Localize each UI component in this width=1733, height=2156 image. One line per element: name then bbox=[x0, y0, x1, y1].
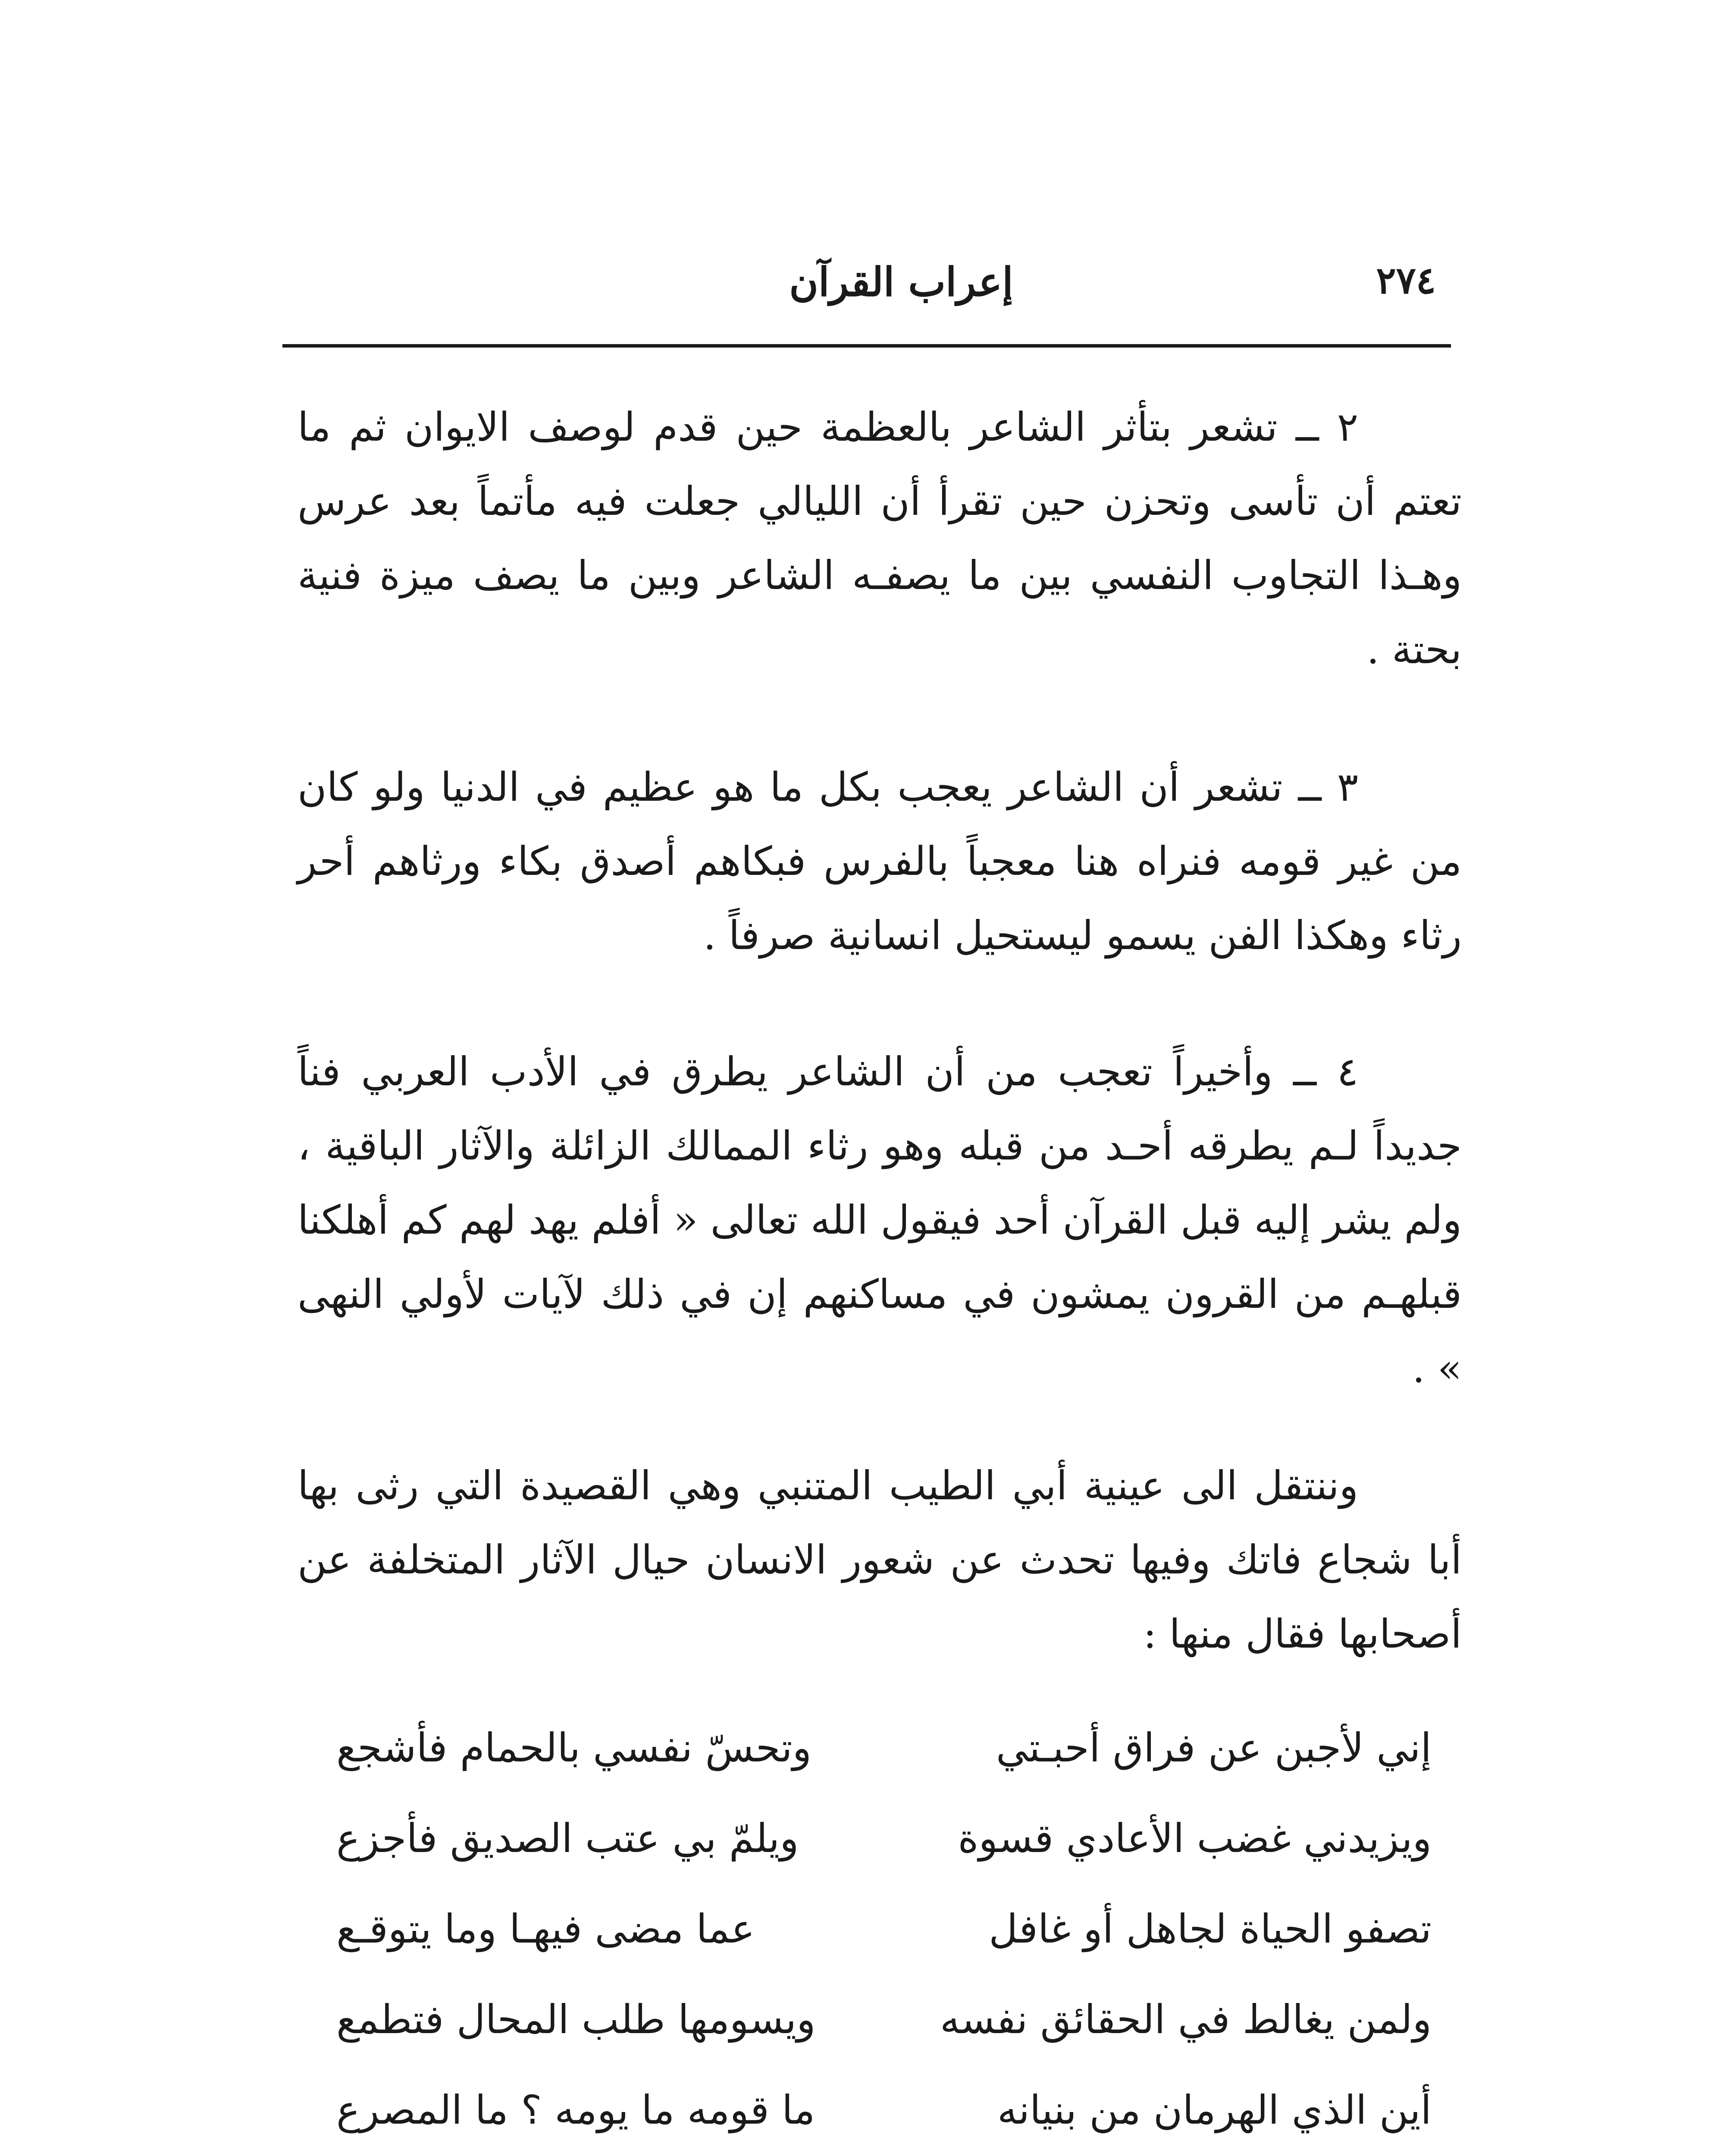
second-hemistich: وتحسّ نفسي بالحمام فأشجع bbox=[336, 1725, 812, 1771]
verse-line bbox=[328, 1996, 1440, 2087]
verse-line bbox=[328, 1815, 1440, 1906]
first-hemistich: إني لأجبن عن فراق أحبـتي bbox=[996, 1725, 1432, 1771]
verse-line bbox=[328, 1906, 1440, 1996]
paragraph-text: ٢ ــ تشعر بتأثر الشاعر بالعظمة حين قدم لوصف الايوان ثم ما تعتم أن تأسى وتحزن حين تقرأ أن الليالي جعلت فيه مأتماً بعد عرس وهـذا التجاوب النفسي بين ما يصفـه الشاعر وبين ما يصف ميزة فنية بحتة . bbox=[298, 404, 1462, 673]
paragraph-intro-poem bbox=[298, 1449, 1462, 1671]
first-hemistich: ولمن يغالط في الحقائق نفسه bbox=[940, 1996, 1432, 2043]
second-hemistich: عما مضى فيهـا وما يتوقـع bbox=[336, 1906, 755, 1952]
first-hemistich: تصفو الحياة لجاهل أو غافل bbox=[989, 1906, 1432, 1952]
header-rule bbox=[282, 344, 1451, 348]
paragraph-point-3 bbox=[298, 750, 1462, 973]
page-number: ٢٧٤ bbox=[1376, 259, 1436, 302]
paragraph-text: ٤ ــ وأخيراً تعجب من أن الشاعر يطرق في الأدب العربي فناً جديداً لـم يطرقه أحـد من قبله وهو رثاء الممالك الزائلة والآثار الباقية ، ولم يشر إليه قبل القرآن أحد فيقول الله تعالى « أفلم يهد لهم كم أهلكنا قبلهـم من القرون يمشون في مساكنهم إن في ذلك لآيات لأولي النهى » . bbox=[298, 1049, 1462, 1391]
second-hemistich: ويلمّ بي عتب الصديق فأجزع bbox=[336, 1815, 799, 1861]
poem-verses bbox=[328, 1725, 1440, 2156]
second-hemistich: ما قومه ما يومه ؟ ما المصرع bbox=[336, 2087, 815, 2133]
paragraph-text: ٣ ــ تشعر أن الشاعر يعجب بكل ما هو عظيم في الدنيا ولو كان من غير قومه فنراه هنا معجباً بالفرس فبكاهم أصدق بكاء ورثاهم أحر رثاء وهكذا الفن يسمو ليستحيل انسانية صرفاً . bbox=[298, 764, 1462, 959]
paragraph-text: وننتقل الى عينية أبي الطيب المتنبي وهي القصيدة التي رثى بها أبا شجاع فاتك وفيها تحدث عن شعور الانسان حيال الآثار المتخلفة عن أصحابها فقال منها : bbox=[298, 1463, 1462, 1657]
verse-line bbox=[328, 2087, 1440, 2156]
first-hemistich: ويزيدني غضب الأعادي قسوة bbox=[958, 1815, 1432, 1861]
paragraph-point-4 bbox=[298, 1035, 1462, 1406]
running-title: إعراب القرآن bbox=[789, 259, 1013, 305]
verse-line bbox=[328, 1725, 1440, 1815]
page-header bbox=[298, 259, 1453, 323]
first-hemistich: أين الذي الهرمان من بنيانه bbox=[997, 2087, 1432, 2133]
second-hemistich: ويسومها طلب المحال فتطمع bbox=[336, 1996, 816, 2043]
paragraph-point-2 bbox=[298, 390, 1462, 687]
